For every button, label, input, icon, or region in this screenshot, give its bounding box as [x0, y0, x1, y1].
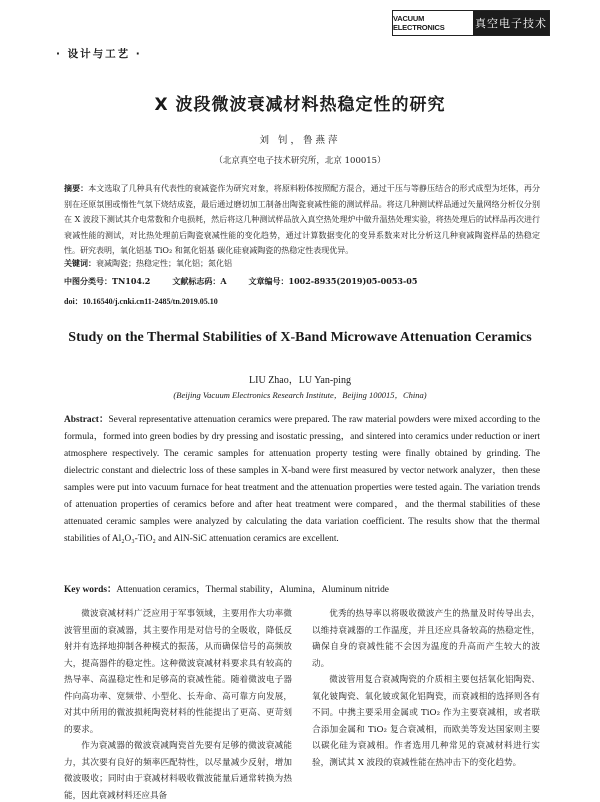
article-number: 文章编号：1002-8935(2019)05-0053-05 [248, 276, 418, 286]
abstract-en-label: Abstract： [64, 415, 109, 425]
journal-header-badge [392, 10, 550, 36]
keywords-zh [64, 258, 540, 269]
title-en: Study on the Thermal Stabilities of X-Band Microwave Attenuation Ceramics [68, 330, 532, 345]
classification-zh [64, 276, 540, 287]
keywords-en-label: Key words： [64, 585, 117, 595]
body-paragraph: 微波管用复合衰减陶瓷的介质相主要包括氧化铝陶瓷、氧化铍陶瓷、氧化铍或氮化铝陶瓷，而衰减相的选择则各有不同。中携主要采用金属或 TiO₂ 作为主要衰减相，或者联合添加金属和 TiO₂ 复合衰减相，而欧美等发达国家则主要以碳化硅为衰减相。作者选用几种常见的衰减材料进行实验，测试其 X 波段的衰减性能在热冲击下的变化趋势。 [312, 675, 540, 768]
body-paragraph: 微波衰减材料广泛应用于军事领域，主要用作大功率微波管里面的衰减器，其主要作用是对信号的全吸收，降低反射并有选择地抑制各种模式的振荡，从而确保信号的高频放大，提高器件的稳定性。这种微波衰减材料要求具有较高的热导率、高温稳定性和足够高的衰减性能。随着微波电子器件向高功率、宽频带、小型化、长寿命、高可靠方向发展，对其中所用的微波损耗陶瓷材料的性能提出了更高、更苛刻的要求。 [64, 609, 292, 735]
authors-en: LIU Zhao，LU Yan-ping [249, 375, 351, 386]
abstract-zh-label: 摘要： [64, 183, 89, 193]
keywords-zh-text: 衰减陶瓷；热稳定性；氧化铝；氮化铝 [96, 259, 232, 268]
body-column-left [64, 606, 292, 802]
section-label: · 设计与工艺 · [56, 48, 142, 60]
abstract-en-text: Several representative attenuation ceramics were prepared. The raw material powders were mixed according to the formula，formed into green bodies by dry pressing and isostatic pressing，and sintered into ceramics under reduction or inert atmosphere respectively. The ceramic samples for attenuation property testing were finally obtained by grinding. The dielectric constant and dielectric loss of these samples in X-band were first measured by vector network analyzer，then these samples were put into vacuum furnace for heat treatment and the attenuation properties were tested again. The variation trends of attenuation properties of ceramics before and after heat treatment were compared，and the thermal stabilities of these attenuated ceramic samples were analyzed by calculating the data variation coefficient. The results show that the thermal stabilities of Al₂O₃-TiO₂ and AlN-SiC attenuation ceramics are excellent. [64, 415, 540, 544]
doi: doi：10.16540/j.cnki.cn11-2485/tn.2019.05.10 [64, 297, 218, 306]
journal-name-zh: 真空电子技术 [473, 11, 549, 35]
body-column-right [312, 606, 540, 771]
body-paragraph: 作为衰减器的微波衰减陶瓷首先要有足够的微波衰减能力，其次要有良好的频率匹配特性，以尽量减少反射，增加微波吸收；同时由于衰减材料吸收微波能量后通常转换为热能，因此衰减材料还应具备 [64, 741, 292, 801]
keywords-en-text: Attenuation ceramics，Thermal stability，Alumina，Aluminum nitride [116, 585, 389, 595]
abstract-en [64, 412, 540, 548]
abstract-zh-text: 本文选取了几种具有代表性的衰减瓷作为研究对象，将原料粉体按照配方混合，通过干压与等静压结合的形式成型为坯体，再分别在还原氛围或惰性气氛下烧结成瓷，最后通过磨切加工制备出陶瓷衰减性能的测试样品。将这几种测试样品通过矢量网络分析仪分别在 X 波段下测试其介电常数和介电损耗，然后将这几种测试样品放入真空热处理炉中做升温热处理实验，将热处理后的试样品再次进行衰减性能的测试，对比热处理前后陶瓷衰减性能的变化趋势，通过计算数据变化的变异系数来对比分析这几种衰减陶瓷样品的热稳定性。研究表明，氧化铝基 TiO₂ 和氮化铝基 碳化硅衰减陶瓷的热稳定性表现优异。 [64, 184, 541, 255]
journal-name-en: VACUUM ELECTRONICS [393, 11, 473, 35]
abstract-zh [64, 181, 540, 259]
document-code: 文献标志码：A [172, 276, 227, 286]
title-zh: X 波段微波衰减材料热稳定性的研究 [154, 95, 446, 115]
keywords-zh-label: 关键词： [64, 258, 96, 268]
affiliation-zh: （北京真空电子技术研究所，北京 100015） [214, 156, 386, 166]
affiliation-en: (Beijing Vacuum Electronics Research Institute，Beijing 100015，China) [173, 390, 427, 400]
authors-zh: 刘 钊，鲁燕萍 [259, 135, 341, 146]
body-paragraph: 优秀的热导率以将吸收微波产生的热量及时传导出去，以维持衰减器的工作温度，并且还应具备较高的热稳定性，确保自身的衰减性能不会因为温度的升高而产生较大的波动。 [312, 609, 540, 669]
keywords-en [64, 581, 540, 595]
clc-number: 中图分类号：TN104.2 [64, 276, 151, 286]
